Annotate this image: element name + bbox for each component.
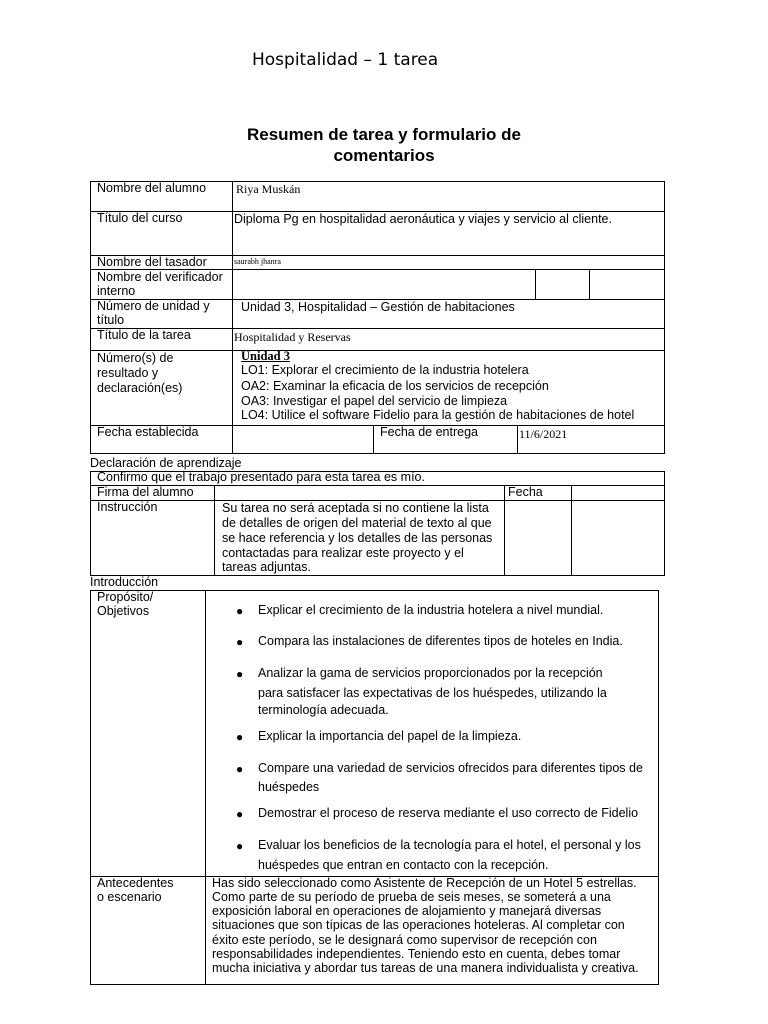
assessor-label: Nombre del tasador [97,255,207,269]
scenario-line: exposición laboral en operaciones de alojamiento y manejará diversas [212,904,602,918]
outcome-label-3: declaración(es) [97,381,183,395]
signature-date-label: Fecha [508,485,543,499]
instruction-line: Su tarea no será aceptada si no contiene la lista [222,501,489,515]
scenario-line: mucha iniciativa y abordar tus tareas de una manera individualista y creativa. [212,961,639,975]
outcome-unit: Unidad 3 [241,349,290,363]
assessor-value: saurabh jhanra [234,257,281,266]
unit-label-2: título [97,313,125,327]
outcome-label-2: resultado y [97,366,159,380]
instruction-line: contactadas para realizar este proyecto y el [222,546,464,560]
outcome-label-1: Número(s) de [97,351,174,365]
date-set-label: Fecha establecida [97,425,199,439]
outcome-item: OA2: Examinar la eficacia de los servicios de recepción [241,379,549,393]
declaration-heading: Declaración de aprendizaje [90,456,242,470]
outcome-item: OA3: Investigar el papel del servicio de limpieza [241,394,508,408]
course-title-label: Título del curso [97,211,183,225]
document-header: Hospitalidad – 1 tarea [252,50,439,70]
purpose-label-2: Objetivos [97,604,150,618]
bullet-icon: ● [236,730,244,744]
objective-line: para satisfacer las expectativas de los huéspedes, utilizando la [258,686,607,700]
objective-line: huéspedes [258,780,320,794]
objective-line: Compara las instalaciones de diferentes tipos de hoteles en India. [258,634,623,648]
scenario-line: situaciones que son típicas de las operaciones hoteleras. Al completar con [212,918,625,932]
form-title-line-1: Resumen de tarea y formulario de [247,125,521,144]
bullet-icon: ● [236,839,244,853]
bullet-icon: ● [236,604,244,618]
scenario-label-1: Antecedentes [97,876,174,890]
task-title-label: Título de la tarea [97,328,191,342]
objective-line: Demostrar el proceso de reserva mediante el uso correcto de Fidelio [258,806,639,820]
student-name-label: Nombre del alumno [97,181,207,195]
form-title-line-2: comentarios [333,146,435,165]
scenario-line: responsabilidades independientes. Teniendo esto en cuenta, debes tomar [212,947,621,961]
verifier-label-2: interno [97,284,136,298]
task-title-value: Hospitalidad y Reservas [234,330,351,344]
scenario-line: Has sido seleccionado como Asistente de Recepción de un Hotel 5 estrellas. [212,876,637,890]
objective-line: Compare una variedad de servicios ofrecidos para diferentes tipos de [258,761,643,775]
objective-line: terminología adecuada. [258,703,389,717]
verifier-label-1: Nombre del verificador [97,270,223,284]
instruction-line: tareas adjuntas. [222,560,311,574]
confirm-statement: Confirmo que el trabajo presentado para esta tarea es mío. [97,470,425,484]
student-name-value: Riya Muskán [236,182,301,196]
bullet-icon: ● [236,635,244,649]
objective-line: Evaluar los beneficios de la tecnología para el hotel, el personal y los [258,838,641,852]
outcome-item: LO4: Utilice el software Fidelio para la gestión de habitaciones de hotel [241,408,635,422]
scenario-line: Como parte de su período de prueba de seis meses, se someterá a una [212,890,611,904]
scenario-label-2: o escenario [97,890,162,904]
due-date-value: 11/6/2021 [519,427,568,441]
objective-line: Analizar la gama de servicios proporcionados por la recepción [258,666,603,680]
outcome-item: LO1: Explorar el crecimiento de la industria hotelera [241,363,529,377]
unit-label-1: Número de unidad y [97,299,210,313]
objective-line: Explicar el crecimiento de la industria hotelera a nivel mundial. [258,603,604,617]
unit-value: Unidad 3, Hospitalidad – Gestión de habitaciones [241,300,515,314]
objective-line: huéspedes que entran en contacto con la recepción. [258,858,549,872]
bullet-icon: ● [236,667,244,681]
instruction-line: se hace referencia y los detalles de las personas [222,531,493,545]
instruction-label: Instrucción [97,500,158,514]
bullet-icon: ● [236,762,244,776]
purpose-label-1: Propósito/ [97,590,154,604]
objective-line: Explicar la importancia del papel de la limpieza. [258,729,522,743]
course-title-value: Diploma Pg en hospitalidad aeronáutica y viajes y servicio al cliente. [234,212,612,226]
intro-heading: Introducción [90,575,159,589]
bullet-icon: ● [236,807,244,821]
scenario-line: éxito este período, se le designará como supervisor de recepción con [212,933,597,947]
instruction-line: de detalles de origen del material de texto al que [222,516,492,530]
due-date-label: Fecha de entrega [380,425,478,439]
signature-label: Firma del alumno [97,485,194,499]
